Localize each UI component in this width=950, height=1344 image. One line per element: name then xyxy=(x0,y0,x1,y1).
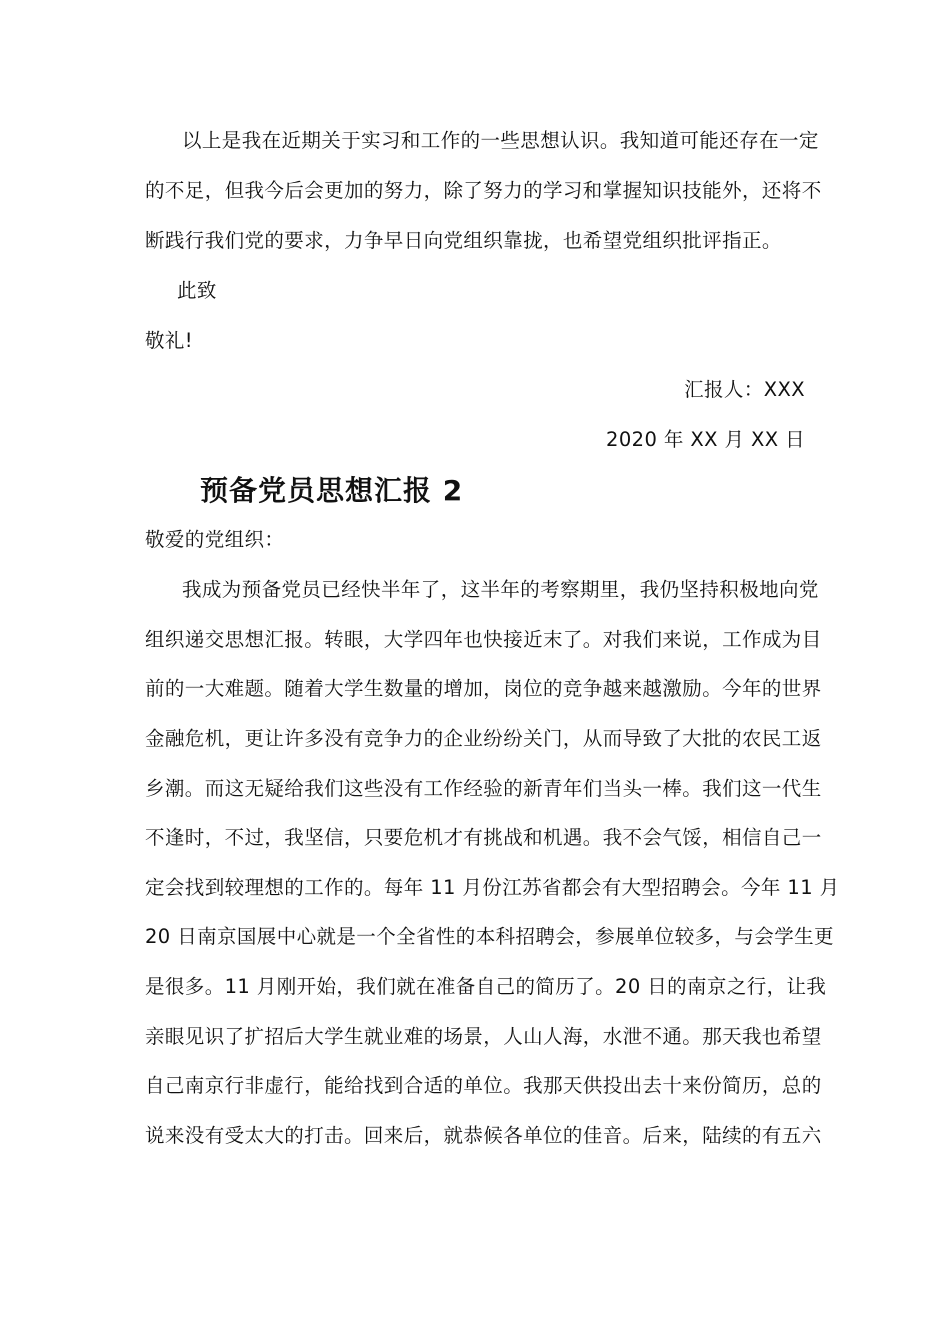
paragraph-line: 自己南京行非虚行，能给找到合适的单位。我那天供投出去十来份简历，总的 xyxy=(145,1074,822,1097)
paragraph-line: 我成为预备党员已经快半年了，这半年的考察期里，我仍坚持积极地向党 xyxy=(182,578,819,601)
section-heading: 预备党员思想汇报 2 xyxy=(200,474,464,507)
report-date: 2020 年 XX 月 XX 日 xyxy=(606,428,805,451)
paragraph-line: 组织递交思想汇报。转眼，大学四年也快接近末了。对我们来说，工作成为目 xyxy=(145,628,822,651)
paragraph-line: 定会找到较理想的工作的。每年 11 月份江苏省都会有大型招聘会。今年 11 月 xyxy=(145,876,840,899)
paragraph-line: 以上是我在近期关于实习和工作的一些思想认识。我知道可能还存在一定 xyxy=(182,129,819,152)
paragraph-line: 前的一大难题。随着大学生数量的增加，岗位的竞争越来越激励。今年的世界 xyxy=(145,677,822,700)
paragraph-line: 不逢时，不过，我坚信，只要危机才有挑战和机遇。我不会气馁，相信自己一 xyxy=(145,826,822,849)
paragraph-line: 的不足，但我今后会更加的努力，除了努力的学习和掌握知识技能外，还将不 xyxy=(145,179,822,202)
paragraph-line: 断践行我们党的要求，力争早日向党组织靠拢，也希望党组织批评指正。 xyxy=(145,229,782,252)
salutation-ci-zhi: 此致 xyxy=(177,279,217,302)
paragraph-line: 金融危机，更让许多没有竞争力的企业纷纷关门，从而导致了大批的农民工返 xyxy=(145,727,822,750)
paragraph-line: 乡潮。而这无疑给我们这些没有工作经验的新青年们当头一棒。我们这一代生 xyxy=(145,777,822,800)
paragraph-line: 20 日南京国展中心就是一个全省性的本科招聘会，参展单位较多，与会学生更 xyxy=(145,925,834,948)
paragraph-line: 是很多。11 月刚开始，我们就在准备自己的简历了。20 日的南京之行，让我 xyxy=(145,975,827,998)
paragraph-line: 说来没有受太大的打击。回来后，就恭候各单位的佳音。后来，陆续的有五六 xyxy=(145,1124,822,1147)
signature: 汇报人：XXX xyxy=(684,378,805,401)
greeting: 敬爱的党组织： xyxy=(145,528,285,551)
paragraph-line: 亲眼见识了扩招后大学生就业难的场景，人山人海，水泄不通。那天我也希望 xyxy=(145,1025,822,1048)
salutation-jing-li: 敬礼! xyxy=(145,329,194,352)
